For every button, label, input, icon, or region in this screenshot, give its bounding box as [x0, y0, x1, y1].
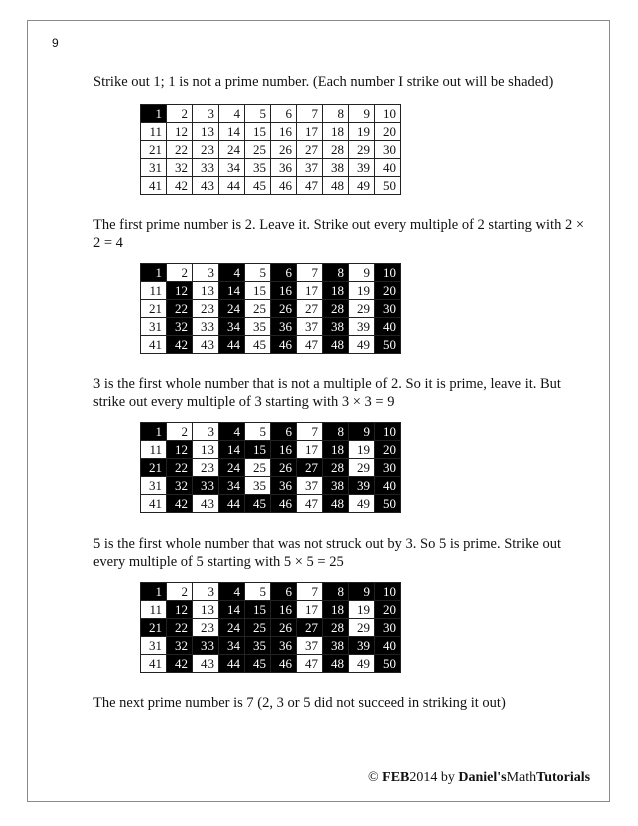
grid-cell: 46: [271, 495, 297, 513]
grid-cell: 33: [193, 637, 219, 655]
grid-row: [141, 477, 401, 495]
grid-cell: 30: [375, 619, 401, 637]
grid-cell: 1: [141, 264, 167, 282]
grid-cell: 21: [141, 141, 167, 159]
grid-cell: 10: [375, 264, 401, 282]
grid-cell: 13: [193, 441, 219, 459]
grid-cell: 30: [375, 459, 401, 477]
grid-cell: 19: [349, 601, 375, 619]
grid-cell: 48: [323, 177, 349, 195]
paragraph-prime-five: 5 is the first whole number that was not struck out by 3. So 5 is prime. Strike out every multiple of 5 starting with 5 × 5 = 25: [93, 536, 561, 570]
grid-cell: 33: [193, 477, 219, 495]
grid-cell: 38: [323, 477, 349, 495]
grid-cell: 6: [271, 264, 297, 282]
grid-cell: 14: [219, 441, 245, 459]
grid-row: [141, 177, 401, 195]
grid-cell: 7: [297, 105, 323, 123]
grid-cell: 47: [297, 336, 323, 354]
grid-cell: 50: [375, 495, 401, 513]
grid-cell: 43: [193, 655, 219, 673]
grid-cell: 24: [219, 141, 245, 159]
grid-cell: 16: [271, 282, 297, 300]
grid-cell: 5: [245, 105, 271, 123]
grid-cell: 43: [193, 336, 219, 354]
footer-month: FEB: [382, 770, 410, 785]
grid-cell: 50: [375, 655, 401, 673]
grid-cell: 4: [219, 583, 245, 601]
grid-cell: 19: [349, 282, 375, 300]
grid-row: [141, 141, 401, 159]
grid-cell: 15: [245, 601, 271, 619]
grid-cell: 11: [141, 441, 167, 459]
number-grid-3: [140, 422, 401, 513]
grid-cell: 44: [219, 655, 245, 673]
grid-row: [141, 619, 401, 637]
grid-cell: 15: [245, 441, 271, 459]
grid-cell: 44: [219, 177, 245, 195]
grid-cell: 38: [323, 637, 349, 655]
grid-row: [141, 105, 401, 123]
number-grid-1: [140, 104, 401, 195]
grid-cell: 4: [219, 423, 245, 441]
grid-cell: 27: [297, 141, 323, 159]
grid-cell: 36: [271, 637, 297, 655]
grid-cell: 25: [245, 619, 271, 637]
grid-cell: 20: [375, 441, 401, 459]
grid-cell: 32: [167, 637, 193, 655]
grid-row: [141, 655, 401, 673]
grid-row: [141, 264, 401, 282]
grid-cell: 28: [323, 300, 349, 318]
grid-cell: 1: [141, 423, 167, 441]
grid-cell: 26: [271, 300, 297, 318]
grid-cell: 26: [271, 141, 297, 159]
grid-cell: 43: [193, 495, 219, 513]
grid-row: [141, 300, 401, 318]
grid-cell: 24: [219, 459, 245, 477]
grid-row: [141, 495, 401, 513]
grid-cell: 49: [349, 495, 375, 513]
grid-cell: 30: [375, 141, 401, 159]
grid-cell: 9: [349, 264, 375, 282]
grid-row: [141, 318, 401, 336]
grid-cell: 4: [219, 105, 245, 123]
paragraph-prime-three: 3 is the first whole number that is not a multiple of 2. So it is prime, leave it. But strike out every multiple of 3 starting with 3 × 3 = 9: [93, 376, 561, 410]
grid-cell: 6: [271, 423, 297, 441]
grid-cell: 11: [141, 601, 167, 619]
grid-cell: 40: [375, 477, 401, 495]
grid-cell: 28: [323, 619, 349, 637]
grid-cell: 48: [323, 655, 349, 673]
grid-cell: 42: [167, 495, 193, 513]
grid-cell: 37: [297, 637, 323, 655]
grid-cell: 34: [219, 477, 245, 495]
grid-cell: 9: [349, 423, 375, 441]
grid-cell: 17: [297, 441, 323, 459]
grid-cell: 38: [323, 318, 349, 336]
grid-row: [141, 441, 401, 459]
grid-cell: 7: [297, 583, 323, 601]
grid-cell: 6: [271, 583, 297, 601]
grid-cell: 4: [219, 264, 245, 282]
grid-cell: 42: [167, 336, 193, 354]
grid-cell: 35: [245, 159, 271, 177]
grid-cell: 11: [141, 282, 167, 300]
grid-cell: 35: [245, 318, 271, 336]
grid-cell: 18: [323, 441, 349, 459]
grid-cell: 31: [141, 159, 167, 177]
grid-cell: 45: [245, 655, 271, 673]
grid-cell: 10: [375, 423, 401, 441]
grid-cell: 29: [349, 619, 375, 637]
grid-cell: 10: [375, 105, 401, 123]
footer-credit: [368, 770, 590, 786]
grid-cell: 43: [193, 177, 219, 195]
grid-cell: 16: [271, 601, 297, 619]
grid-cell: 27: [297, 300, 323, 318]
grid-cell: 40: [375, 159, 401, 177]
grid-cell: 47: [297, 177, 323, 195]
grid-cell: 23: [193, 619, 219, 637]
grid-cell: 16: [271, 123, 297, 141]
grid-cell: 2: [167, 264, 193, 282]
grid-row: [141, 583, 401, 601]
grid-cell: 34: [219, 318, 245, 336]
footer-tutorials: Tutorials: [536, 770, 591, 785]
grid-cell: 37: [297, 477, 323, 495]
grid-cell: 8: [323, 105, 349, 123]
grid-cell: 17: [297, 601, 323, 619]
grid-cell: 36: [271, 318, 297, 336]
grid-cell: 20: [375, 123, 401, 141]
grid-row: [141, 637, 401, 655]
grid-cell: 29: [349, 300, 375, 318]
footer-math: Math: [506, 770, 537, 785]
grid-cell: 35: [245, 637, 271, 655]
grid-cell: 39: [349, 318, 375, 336]
footer-year-by: 2014 by: [409, 770, 459, 785]
grid-cell: 12: [167, 123, 193, 141]
grid-cell: 39: [349, 477, 375, 495]
grid-cell: 13: [193, 601, 219, 619]
grid-cell: 26: [271, 619, 297, 637]
grid-cell: 25: [245, 141, 271, 159]
grid-cell: 47: [297, 655, 323, 673]
grid-cell: 12: [167, 601, 193, 619]
grid-cell: 20: [375, 282, 401, 300]
grid-cell: 13: [193, 123, 219, 141]
grid-cell: 24: [219, 300, 245, 318]
grid-cell: 27: [297, 459, 323, 477]
grid-cell: 15: [245, 282, 271, 300]
grid-cell: 8: [323, 583, 349, 601]
grid-cell: 32: [167, 159, 193, 177]
grid-cell: 50: [375, 336, 401, 354]
grid-cell: 29: [349, 141, 375, 159]
grid-cell: 10: [375, 583, 401, 601]
grid-cell: 23: [193, 459, 219, 477]
grid-cell: 1: [141, 583, 167, 601]
grid-cell: 22: [167, 459, 193, 477]
number-grid-2: [140, 263, 401, 354]
grid-cell: 46: [271, 655, 297, 673]
grid-cell: 11: [141, 123, 167, 141]
grid-cell: 44: [219, 336, 245, 354]
grid-cell: 26: [271, 459, 297, 477]
grid-row: [141, 282, 401, 300]
grid-cell: 50: [375, 177, 401, 195]
grid-cell: 46: [271, 336, 297, 354]
paragraph-strike-one: Strike out 1; 1 is not a prime number. (Each number I strike out will be shaded): [93, 74, 554, 90]
grid-cell: 21: [141, 619, 167, 637]
grid-cell: 14: [219, 601, 245, 619]
grid-cell: 29: [349, 459, 375, 477]
grid-cell: 45: [245, 336, 271, 354]
grid-cell: 15: [245, 123, 271, 141]
grid-cell: 23: [193, 141, 219, 159]
grid-cell: 33: [193, 159, 219, 177]
grid-cell: 42: [167, 177, 193, 195]
grid-cell: 32: [167, 477, 193, 495]
page-number: 9: [52, 36, 59, 50]
grid-cell: 17: [297, 123, 323, 141]
grid-cell: 38: [323, 159, 349, 177]
grid-row: [141, 423, 401, 441]
grid-cell: 3: [193, 264, 219, 282]
grid-cell: 22: [167, 619, 193, 637]
grid-cell: 8: [323, 423, 349, 441]
grid-cell: 25: [245, 459, 271, 477]
grid-cell: 44: [219, 495, 245, 513]
grid-cell: 39: [349, 159, 375, 177]
grid-cell: 33: [193, 318, 219, 336]
grid-cell: 41: [141, 177, 167, 195]
grid-cell: 49: [349, 655, 375, 673]
grid-cell: 28: [323, 459, 349, 477]
grid-cell: 41: [141, 336, 167, 354]
grid-cell: 13: [193, 282, 219, 300]
paragraph-prime-two: The first prime number is 2. Leave it. Strike out every multiple of 2 starting with 2 × 2 = 4: [93, 217, 585, 251]
grid-cell: 18: [323, 601, 349, 619]
grid-cell: 36: [271, 477, 297, 495]
grid-cell: 25: [245, 300, 271, 318]
grid-cell: 30: [375, 300, 401, 318]
grid-cell: 7: [297, 423, 323, 441]
grid-cell: 37: [297, 159, 323, 177]
grid-cell: 42: [167, 655, 193, 673]
grid-cell: 18: [323, 123, 349, 141]
grid-row: [141, 123, 401, 141]
grid-cell: 3: [193, 583, 219, 601]
grid-cell: 41: [141, 495, 167, 513]
grid-cell: 19: [349, 441, 375, 459]
grid-cell: 39: [349, 637, 375, 655]
grid-cell: 24: [219, 619, 245, 637]
grid-cell: 3: [193, 105, 219, 123]
grid-cell: 8: [323, 264, 349, 282]
grid-cell: 2: [167, 423, 193, 441]
grid-cell: 36: [271, 159, 297, 177]
grid-cell: 5: [245, 583, 271, 601]
grid-cell: 9: [349, 583, 375, 601]
grid-cell: 7: [297, 264, 323, 282]
grid-cell: 20: [375, 601, 401, 619]
grid-cell: 45: [245, 495, 271, 513]
grid-cell: 46: [271, 177, 297, 195]
grid-cell: 48: [323, 336, 349, 354]
grid-cell: 37: [297, 318, 323, 336]
grid-cell: 32: [167, 318, 193, 336]
grid-cell: 14: [219, 123, 245, 141]
grid-cell: 31: [141, 318, 167, 336]
grid-row: [141, 336, 401, 354]
grid-cell: 6: [271, 105, 297, 123]
grid-cell: 16: [271, 441, 297, 459]
grid-cell: 48: [323, 495, 349, 513]
grid-cell: 47: [297, 495, 323, 513]
grid-cell: 22: [167, 141, 193, 159]
number-grid-4: [140, 582, 401, 673]
grid-row: [141, 459, 401, 477]
grid-cell: 45: [245, 177, 271, 195]
grid-cell: 31: [141, 637, 167, 655]
grid-cell: 19: [349, 123, 375, 141]
grid-cell: 34: [219, 159, 245, 177]
grid-cell: 28: [323, 141, 349, 159]
grid-cell: 18: [323, 282, 349, 300]
grid-cell: 5: [245, 423, 271, 441]
grid-cell: 3: [193, 423, 219, 441]
grid-cell: 49: [349, 177, 375, 195]
grid-row: [141, 159, 401, 177]
grid-cell: 35: [245, 477, 271, 495]
grid-cell: 22: [167, 300, 193, 318]
grid-cell: 31: [141, 477, 167, 495]
grid-cell: 40: [375, 637, 401, 655]
grid-cell: 9: [349, 105, 375, 123]
grid-cell: 12: [167, 282, 193, 300]
grid-row: [141, 601, 401, 619]
grid-cell: 40: [375, 318, 401, 336]
paragraph-prime-seven: The next prime number is 7 (2, 3 or 5 did not succeed in striking it out): [93, 695, 506, 711]
grid-cell: 34: [219, 637, 245, 655]
grid-cell: 21: [141, 300, 167, 318]
grid-cell: 1: [141, 105, 167, 123]
grid-cell: 41: [141, 655, 167, 673]
footer-author: Daniel's: [458, 770, 507, 785]
grid-cell: 17: [297, 282, 323, 300]
grid-cell: 2: [167, 583, 193, 601]
copyright-symbol: ©: [368, 770, 379, 785]
grid-cell: 5: [245, 264, 271, 282]
grid-cell: 27: [297, 619, 323, 637]
grid-cell: 49: [349, 336, 375, 354]
grid-cell: 12: [167, 441, 193, 459]
grid-cell: 21: [141, 459, 167, 477]
grid-cell: 2: [167, 105, 193, 123]
grid-cell: 14: [219, 282, 245, 300]
grid-cell: 23: [193, 300, 219, 318]
